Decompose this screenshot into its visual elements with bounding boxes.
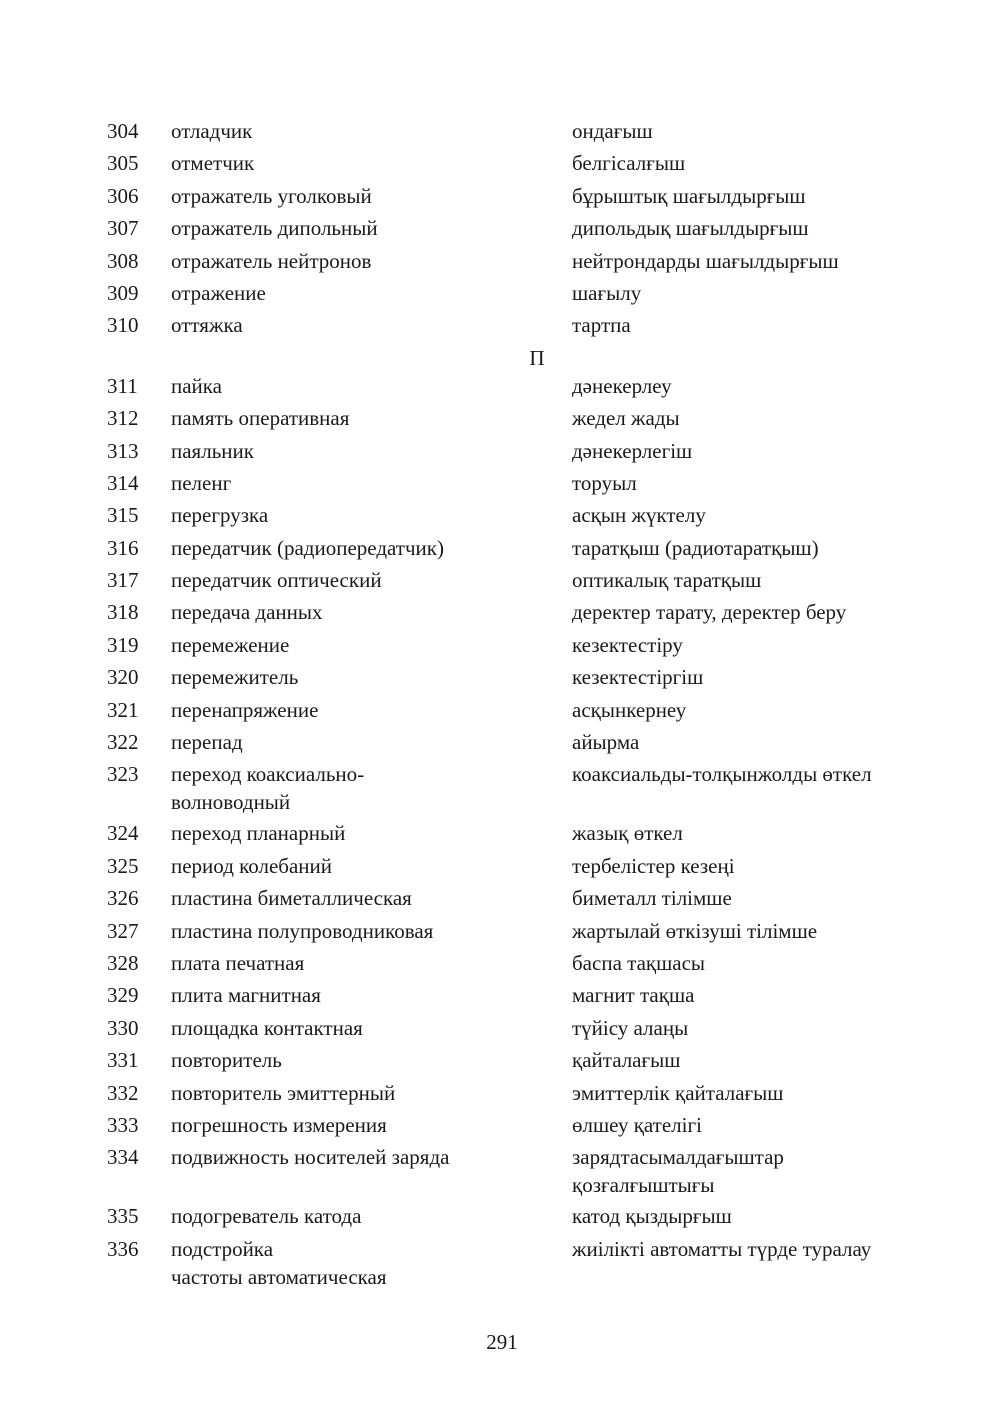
russian-term-line: отражатель уголковый xyxy=(171,183,372,208)
dictionary-entry xyxy=(0,598,1004,630)
kazakh-term xyxy=(572,663,972,691)
russian-term-line: переход планарный xyxy=(171,821,346,846)
kazakh-term-line: таратқыш (радиотаратқыш) xyxy=(572,535,819,560)
dictionary-entry xyxy=(0,981,1004,1013)
russian-term-line: передача данных xyxy=(171,600,323,625)
dictionary-entry xyxy=(0,884,1004,916)
kazakh-term-line: бұрыштық шағылдырғыш xyxy=(572,183,806,208)
entry-number xyxy=(107,1014,139,1042)
kazakh-term xyxy=(572,1235,972,1263)
entries-section-p xyxy=(0,372,1004,1294)
entry-number-line: 319 xyxy=(107,632,139,657)
entry-number xyxy=(107,182,139,210)
russian-term-line: волноводный xyxy=(171,790,291,815)
russian-term-line: перемежение xyxy=(171,632,290,657)
kazakh-term-line: айырма xyxy=(572,730,640,755)
kazakh-term xyxy=(572,404,972,432)
russian-term-line: плита магнитная xyxy=(171,983,321,1008)
entry-number-line: 330 xyxy=(107,1015,139,1040)
entry-number xyxy=(107,534,139,562)
russian-term xyxy=(171,247,551,275)
russian-term-line: отражение xyxy=(171,280,266,305)
russian-term xyxy=(171,981,551,1009)
russian-term-line: перепад xyxy=(171,730,243,755)
entry-number-line: 326 xyxy=(107,886,139,911)
russian-term-line: пластина биметаллическая xyxy=(171,886,412,911)
dictionary-entry xyxy=(0,1046,1004,1078)
dictionary-entry xyxy=(0,501,1004,533)
russian-term-line: передатчик оптический xyxy=(171,568,382,593)
entry-number xyxy=(107,149,139,177)
dictionary-entry xyxy=(0,663,1004,695)
kazakh-term xyxy=(572,1014,972,1042)
entry-number-line: 336 xyxy=(107,1236,139,1261)
kazakh-term-line: қозғалғыштығы xyxy=(572,1173,715,1198)
entry-number-line: 333 xyxy=(107,1112,139,1137)
kazakh-term-line: тербелістер кезеңі xyxy=(572,853,735,878)
russian-term xyxy=(171,917,551,945)
dictionary-entry xyxy=(0,404,1004,436)
russian-term xyxy=(171,663,551,691)
entry-number xyxy=(107,1143,139,1171)
kazakh-term-line: түйісу алаңы xyxy=(572,1015,689,1040)
kazakh-term xyxy=(572,981,972,1009)
russian-term-line: перенапряжение xyxy=(171,697,319,722)
dictionary-entry xyxy=(0,819,1004,851)
russian-term-line: подвижность носителей заряда xyxy=(171,1145,450,1170)
russian-term xyxy=(171,1111,551,1139)
russian-term xyxy=(171,949,551,977)
entry-number-line: 309 xyxy=(107,280,139,305)
dictionary-entry xyxy=(0,631,1004,663)
dictionary-entry xyxy=(0,182,1004,214)
kazakh-term-line: дәнекерлеу xyxy=(572,373,672,398)
entry-number-line: 311 xyxy=(107,373,138,398)
entry-number xyxy=(107,311,139,339)
kazakh-term xyxy=(572,696,972,724)
kazakh-term xyxy=(572,247,972,275)
kazakh-term-line: коаксиальды-толқынжолды өткел xyxy=(572,762,872,787)
kazakh-term-line: эмиттерлік қайталағыш xyxy=(572,1080,784,1105)
russian-term-line: период колебаний xyxy=(171,853,333,878)
entry-number xyxy=(107,566,139,594)
kazakh-term-line: кезектестіру xyxy=(572,632,683,657)
kazakh-term xyxy=(572,949,972,977)
dictionary-entry xyxy=(0,566,1004,598)
entry-number-line: 323 xyxy=(107,762,139,787)
russian-term-line: оттяжка xyxy=(171,313,243,338)
entry-number xyxy=(107,117,139,145)
kazakh-term xyxy=(572,469,972,497)
kazakh-term-line: кезектестіргіш xyxy=(572,665,704,690)
dictionary-entry xyxy=(0,247,1004,279)
kazakh-term xyxy=(572,760,972,788)
russian-term xyxy=(171,852,551,880)
entry-number xyxy=(107,884,139,912)
entry-number xyxy=(107,819,139,847)
entry-number xyxy=(107,1202,139,1230)
kazakh-term-line: деректер тарату, деректер беру xyxy=(572,600,847,625)
entry-number xyxy=(107,852,139,880)
kazakh-term xyxy=(572,214,972,242)
dictionary-entry xyxy=(0,311,1004,343)
russian-term xyxy=(171,566,551,594)
dictionary-entry xyxy=(0,949,1004,981)
entry-number-line: 315 xyxy=(107,503,139,528)
russian-term xyxy=(171,311,551,339)
russian-term xyxy=(171,469,551,497)
kazakh-term xyxy=(572,117,972,145)
dictionary-entry xyxy=(0,1111,1004,1143)
entry-number-line: 310 xyxy=(107,313,139,338)
entry-number-line: 335 xyxy=(107,1204,139,1229)
russian-term xyxy=(171,1014,551,1042)
entry-number xyxy=(107,631,139,659)
entry-number xyxy=(107,728,139,756)
russian-term-line: пластина полупроводниковая xyxy=(171,918,434,943)
dictionary-entry xyxy=(0,1143,1004,1202)
dictionary-entry xyxy=(0,437,1004,469)
russian-term-line: повторитель эмиттерный xyxy=(171,1080,396,1105)
kazakh-term xyxy=(572,884,972,912)
entry-number-line: 313 xyxy=(107,438,139,463)
kazakh-term-line: өлшеу қателігі xyxy=(572,1112,702,1137)
kazakh-term-line: катод қыздырғыш xyxy=(572,1204,732,1229)
russian-term-line: частоты автоматическая xyxy=(171,1264,387,1289)
entry-number xyxy=(107,404,139,432)
russian-term xyxy=(171,279,551,307)
entry-number-line: 307 xyxy=(107,216,139,241)
russian-term-line: перегрузка xyxy=(171,503,269,528)
entry-number-line: 329 xyxy=(107,983,139,1008)
entry-number xyxy=(107,917,139,945)
kazakh-term xyxy=(572,917,972,945)
kazakh-term xyxy=(572,501,972,529)
kazakh-term xyxy=(572,437,972,465)
entry-number xyxy=(107,247,139,275)
entry-number-line: 328 xyxy=(107,950,139,975)
entry-number xyxy=(107,949,139,977)
entry-number xyxy=(107,1079,139,1107)
entry-number-line: 324 xyxy=(107,821,139,846)
entry-number-line: 322 xyxy=(107,730,139,755)
russian-term xyxy=(171,372,551,400)
russian-term-line: подстройка xyxy=(171,1236,274,1261)
kazakh-term-line: биметалл тілімше xyxy=(572,886,732,911)
dictionary-entry xyxy=(0,279,1004,311)
dictionary-entry xyxy=(0,372,1004,404)
russian-term xyxy=(171,1235,551,1291)
russian-term xyxy=(171,182,551,210)
entry-number xyxy=(107,214,139,242)
russian-term xyxy=(171,760,551,816)
kazakh-term xyxy=(572,566,972,594)
russian-term xyxy=(171,149,551,177)
entry-number-line: 332 xyxy=(107,1080,139,1105)
dictionary-entry xyxy=(0,469,1004,501)
kazakh-term-line: жартылай өткізуші тілімше xyxy=(572,918,818,943)
entry-number xyxy=(107,981,139,1009)
russian-term-line: отметчик xyxy=(171,151,255,176)
kazakh-term-line: нейтрондарды шағылдырғыш xyxy=(572,248,839,273)
russian-term-line: переход коаксиально- xyxy=(171,762,365,787)
entry-number-line: 320 xyxy=(107,665,139,690)
section-letter: П xyxy=(529,345,545,370)
entry-number-line: 318 xyxy=(107,600,139,625)
russian-term-line: пайка xyxy=(171,373,223,398)
dictionary-entry xyxy=(0,214,1004,246)
entry-number-line: 325 xyxy=(107,853,139,878)
entry-number-line: 331 xyxy=(107,1048,139,1073)
russian-term xyxy=(171,1143,551,1171)
dictionary-entry xyxy=(0,728,1004,760)
russian-term xyxy=(171,404,551,432)
kazakh-term xyxy=(572,182,972,210)
kazakh-term xyxy=(572,598,972,626)
entry-number-line: 334 xyxy=(107,1145,139,1170)
russian-term xyxy=(171,728,551,756)
entry-number-line: 316 xyxy=(107,535,139,560)
dictionary-entry xyxy=(0,760,1004,819)
dictionary-entry xyxy=(0,1202,1004,1234)
kazakh-term-line: дипольдық шағылдырғыш xyxy=(572,216,809,241)
entry-number xyxy=(107,437,139,465)
russian-term-line: отражатель нейтронов xyxy=(171,248,372,273)
entry-number-line: 314 xyxy=(107,470,139,495)
kazakh-term xyxy=(572,1079,972,1107)
entry-number-line: 306 xyxy=(107,183,139,208)
dictionary-entry xyxy=(0,852,1004,884)
kazakh-term-line: асқын жүктелу xyxy=(572,503,706,528)
kazakh-term xyxy=(572,1111,972,1139)
entry-number xyxy=(107,372,138,400)
dictionary-entry xyxy=(0,1014,1004,1046)
russian-term-line: память оперативная xyxy=(171,406,350,431)
dictionary-entry xyxy=(0,149,1004,181)
page-number: 291 xyxy=(486,1330,518,1354)
entry-number xyxy=(107,696,139,724)
kazakh-term xyxy=(572,534,972,562)
kazakh-term-line: асқынкернеу xyxy=(572,697,687,722)
russian-term-line: повторитель xyxy=(171,1048,282,1073)
russian-term xyxy=(171,534,551,562)
kazakh-term-line: жазық өткел xyxy=(572,821,683,846)
entries-before-section xyxy=(0,117,1004,344)
entry-number xyxy=(107,501,139,529)
entry-number-line: 305 xyxy=(107,151,139,176)
kazakh-term xyxy=(572,728,972,756)
entry-number-line: 308 xyxy=(107,248,139,273)
entries-list xyxy=(0,117,1004,1294)
kazakh-term xyxy=(572,852,972,880)
kazakh-term-line: шағылу xyxy=(572,280,642,305)
kazakh-term-line: белгісалғыш xyxy=(572,151,686,176)
kazakh-term xyxy=(572,1046,972,1074)
kazakh-term xyxy=(572,372,972,400)
kazakh-term xyxy=(572,631,972,659)
russian-term xyxy=(171,437,551,465)
kazakh-term-line: қайталағыш xyxy=(572,1048,681,1073)
dictionary-entry xyxy=(0,917,1004,949)
kazakh-term xyxy=(572,819,972,847)
entry-number xyxy=(107,1046,139,1074)
kazakh-term xyxy=(572,1202,972,1230)
russian-term-line: отражатель дипольный xyxy=(171,216,378,241)
entry-number-line: 312 xyxy=(107,406,139,431)
kazakh-term xyxy=(572,279,972,307)
entry-number xyxy=(107,1235,139,1263)
kazakh-term xyxy=(572,149,972,177)
russian-term-line: площадка контактная xyxy=(171,1015,363,1040)
russian-term-line: подогреватель катода xyxy=(171,1204,362,1229)
kazakh-term xyxy=(572,1143,972,1199)
russian-term xyxy=(171,819,551,847)
entry-number xyxy=(107,760,139,788)
entry-number xyxy=(107,598,139,626)
kazakh-term-line: оптикалық таратқыш xyxy=(572,568,762,593)
russian-term-line: перемежитель xyxy=(171,665,299,690)
dictionary-entry xyxy=(0,534,1004,566)
kazakh-term-line: баспа тақшасы xyxy=(572,950,706,975)
russian-term-line: пеленг xyxy=(171,470,232,495)
dictionary-entry xyxy=(0,1079,1004,1111)
dictionary-entry xyxy=(0,1235,1004,1294)
entry-number-line: 327 xyxy=(107,918,139,943)
russian-term xyxy=(171,1046,551,1074)
dictionary-entry xyxy=(0,696,1004,728)
russian-term-line: плата печатная xyxy=(171,950,305,975)
entry-number-line: 321 xyxy=(107,697,139,722)
russian-term xyxy=(171,1079,551,1107)
russian-term xyxy=(171,1202,551,1230)
entry-number xyxy=(107,279,139,307)
kazakh-term-line: дәнекерлегіш xyxy=(572,438,693,463)
kazakh-term xyxy=(572,311,972,339)
entry-number-line: 304 xyxy=(107,119,139,143)
entry-number-line: 317 xyxy=(107,568,139,593)
kazakh-term-line: магнит тақша xyxy=(572,983,695,1008)
russian-term xyxy=(171,631,551,659)
russian-term xyxy=(171,501,551,529)
russian-term xyxy=(171,884,551,912)
kazakh-term-line: жиілікті автоматты түрде туралау xyxy=(572,1236,872,1261)
russian-term-line: погрешность измерения xyxy=(171,1112,387,1137)
russian-term xyxy=(171,214,551,242)
dictionary-entry xyxy=(0,117,1004,149)
entry-number xyxy=(107,469,139,497)
russian-term xyxy=(171,117,551,145)
russian-term xyxy=(171,696,551,724)
kazakh-term-line: зарядтасымалдағыштар xyxy=(572,1145,784,1170)
russian-term-line: паяльник xyxy=(171,438,254,463)
kazakh-term-line: ондағыш xyxy=(572,119,653,143)
kazakh-term-line: тартпа xyxy=(572,313,631,338)
russian-term-line: отладчик xyxy=(171,119,253,143)
entry-number xyxy=(107,663,139,691)
russian-term-line: передатчик (радиопередатчик) xyxy=(171,535,444,560)
kazakh-term-line: торуыл xyxy=(572,470,637,495)
russian-term xyxy=(171,598,551,626)
kazakh-term-line: жедел жады xyxy=(572,406,680,431)
entry-number xyxy=(107,1111,139,1139)
